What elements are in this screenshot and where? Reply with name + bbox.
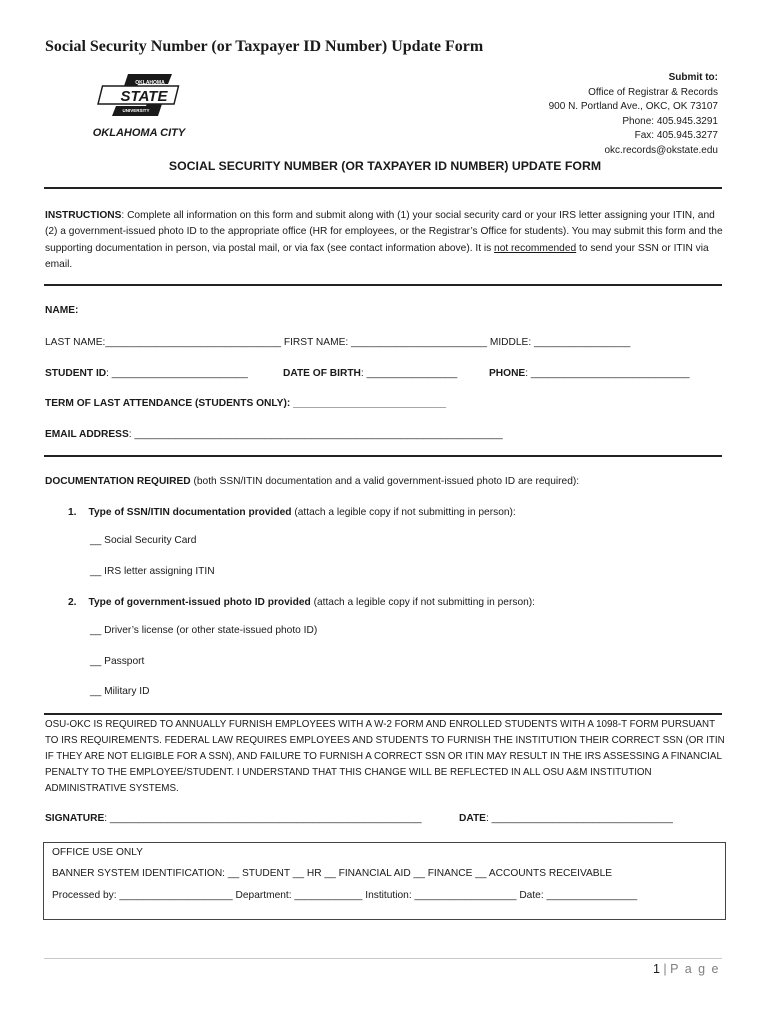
option-military-id[interactable]: __ Military ID <box>90 686 150 697</box>
page-title: Social Security Number (or Taxpayer ID Number) Update Form <box>45 38 484 55</box>
option-drivers-license[interactable]: __ Driver’s license (or other state-issued photo ID) <box>90 625 318 636</box>
documentation-heading <box>45 476 579 487</box>
instructions-label: INSTRUCTIONS <box>45 210 122 221</box>
instructions <box>45 208 725 273</box>
doc-item-note: (attach a legible copy if not submitting in person): <box>310 597 535 608</box>
instructions-text: : Complete all information on this form and submit along with (1) your social security card or your IRS letter assigning your ITIN, and (2) a government-issued photo ID to the appropriate office (HR for employees, or the Registrar’s Office for students). You may submit this form and the supporting documentation in person, via postal mail, or via fax (see contact information above). It is <box>45 210 723 254</box>
logo-city-text: OKLAHOMA CITY <box>92 127 186 139</box>
submit-to-heading: Submit to: <box>668 72 718 83</box>
signature-date-label: DATE <box>459 813 486 824</box>
disclaimer: OSU-OKC IS REQUIRED TO ANNUALLY FURNISH EMPLOYEES WITH A W-2 FORM AND ENROLLED STUDENTS WITH A 1098-T FORM PURSUANT TO IRS REQUIREMENTS. FEDERAL LAW REQUIRES EMPLOYEES AND STUDENTS TO FURNISH THE INSTITUTION THEIR CORRECT SSN (OR ITIN IF THEY ARE NOT ELIGIBLE FOR A SSN), AND FAILURE TO FURNISH A CORRECT SSN OR ITIN MAY RESULT IN THE IRS ASSESSING A FINANCIAL PENALTY TO THE EMPLOYEE/STUDENT. I UNDERSTAND THAT THIS CHANGE WILL BE REFLECTED IN ALL OSU A&M INSTITUTION ADMINISTRATIVE SYSTEMS. <box>45 719 725 794</box>
divider <box>44 713 722 715</box>
instructions-text-end: to send your SSN or ITIN via email. <box>45 242 709 270</box>
page-word: P a g e <box>670 962 720 976</box>
documentation-note: (both SSN/ITIN documentation and a valid government-issued photo ID are required): <box>190 476 580 487</box>
submit-office: Office of Registrar & Records <box>588 86 718 98</box>
submit-fax: Fax: 405.945.3277 <box>634 130 718 142</box>
signature-date-blank: : ________________________________ <box>485 813 673 824</box>
student-id-field[interactable] <box>45 368 248 379</box>
dob-blank: : ________________ <box>360 368 458 379</box>
submit-email: okc.records@okstate.edu <box>604 144 718 156</box>
osu-okc-logo <box>78 72 200 140</box>
doc-item-note: (attach a legible copy if not submitting in person): <box>291 507 516 518</box>
signature-date-field[interactable] <box>459 813 673 824</box>
email-label: EMAIL ADDRESS <box>45 429 129 440</box>
instructions-emphasis: not recommended <box>494 242 577 254</box>
doc-item-photo-id <box>68 597 535 608</box>
processed-by[interactable]: Processed by: ____________________ Department: ____________ Institution: __________________ Date: ________________ <box>52 890 638 901</box>
office-use-box <box>43 842 726 920</box>
term-field[interactable]: TERM OF LAST ATTENDANCE (STUDENTS ONLY): ___________________________ <box>45 398 447 409</box>
doc-item-label: Type of government-issued photo ID provided <box>88 597 311 608</box>
option-irs-letter[interactable]: __ IRS letter assigning ITIN <box>90 566 215 577</box>
page-footer <box>653 962 720 976</box>
doc-item-label: Type of SSN/ITIN documentation provided <box>88 507 292 518</box>
signature-field[interactable] <box>45 813 422 824</box>
name-fields[interactable]: LAST NAME:_______________________________ FIRST NAME: ________________________ MIDDLE: _________________ <box>45 337 631 348</box>
phone-blank: : ____________________________ <box>525 368 690 379</box>
student-id-blank: : ________________________ <box>106 368 248 379</box>
documentation-label: DOCUMENTATION REQUIRED <box>45 476 191 487</box>
signature-label: SIGNATURE <box>45 813 105 824</box>
banner-identification[interactable]: BANNER SYSTEM IDENTIFICATION: __ STUDENT __ HR __ FINANCIAL AID __ FINANCE __ ACCOUNTS RECEIVABLE <box>52 868 613 879</box>
logo-state-text: STATE <box>120 88 168 105</box>
dob-label: DATE OF BIRTH <box>283 368 361 379</box>
name-section-label: NAME: <box>45 305 79 316</box>
student-id-label: STUDENT ID <box>45 368 107 379</box>
submit-to-block <box>549 71 718 159</box>
dob-field[interactable] <box>283 368 457 379</box>
phone-label: PHONE <box>489 368 526 379</box>
divider <box>44 284 722 286</box>
submit-address: 900 N. Portland Ave., OKC, OK 73107 <box>548 101 718 113</box>
footer-rule <box>44 958 722 959</box>
form-heading: SOCIAL SECURITY NUMBER (OR TAXPAYER ID NUMBER) UPDATE FORM <box>168 159 602 173</box>
doc-item-number: 2. <box>68 597 77 608</box>
signature-blank: : _______________________________________________________ <box>104 813 422 824</box>
logo-top-text: OKLAHOMA <box>135 80 165 86</box>
phone-field[interactable] <box>489 368 690 379</box>
option-passport[interactable]: __ Passport <box>90 656 145 667</box>
logo-university-text: UNIVERSITY <box>122 108 150 113</box>
doc-item-ssn <box>68 507 516 518</box>
office-use-title: OFFICE USE ONLY <box>52 847 143 858</box>
submit-phone: Phone: 405.945.3291 <box>622 115 718 127</box>
page-separator: | <box>659 962 671 976</box>
option-social-security-card[interactable]: __ Social Security Card <box>90 535 197 546</box>
email-blank: : _________________________________________________________________ <box>128 429 503 440</box>
page-number: 1 <box>652 962 660 976</box>
divider <box>44 455 722 457</box>
divider <box>44 187 722 189</box>
doc-item-number: 1. <box>68 507 77 518</box>
email-field[interactable] <box>45 429 503 440</box>
